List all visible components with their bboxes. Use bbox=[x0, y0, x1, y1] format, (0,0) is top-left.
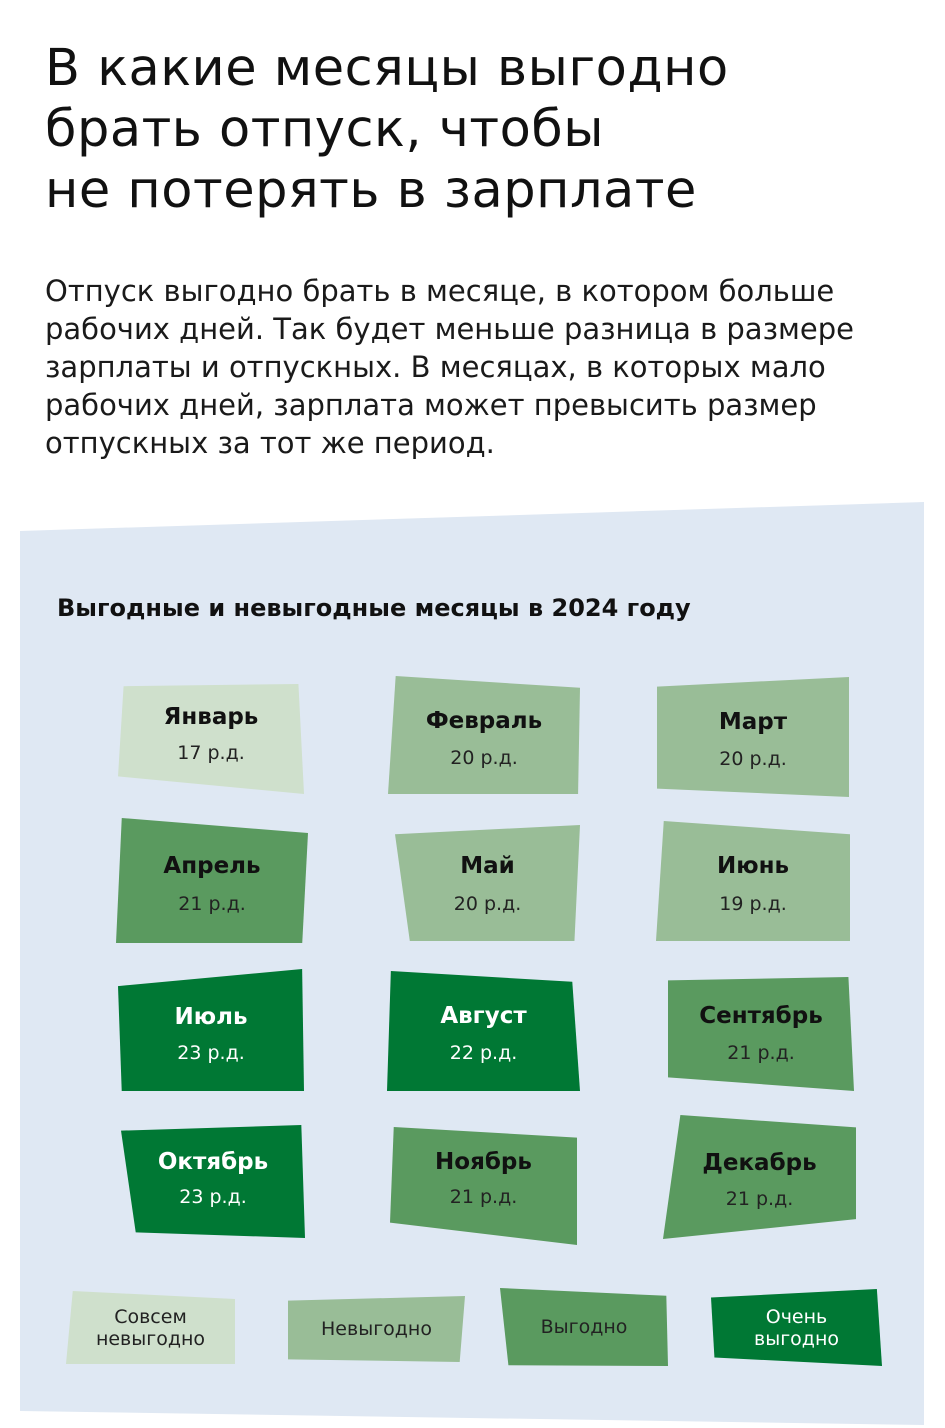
month-card bbox=[663, 1115, 856, 1239]
month-working-days: 19 р.д. bbox=[719, 893, 787, 915]
month-card bbox=[387, 971, 580, 1091]
month-card bbox=[121, 1125, 305, 1238]
month-name: Апрель bbox=[163, 853, 261, 879]
page-title-line: В какие месяцы выгодно bbox=[45, 39, 729, 98]
month-name: Ноябрь bbox=[435, 1149, 532, 1175]
month-card-background bbox=[395, 825, 580, 941]
legend-item bbox=[66, 1291, 235, 1364]
month-card-background bbox=[121, 1125, 305, 1238]
page-title-line: брать отпуск, чтобы bbox=[45, 100, 605, 159]
month-card bbox=[395, 825, 580, 941]
month-card-background bbox=[118, 684, 304, 794]
month-name: Май bbox=[460, 853, 515, 879]
month-card bbox=[118, 969, 304, 1091]
month-working-days: 21 р.д. bbox=[178, 893, 246, 915]
month-card-background bbox=[387, 971, 580, 1091]
month-working-days: 20 р.д. bbox=[450, 747, 518, 769]
legend-label: Выгодно bbox=[540, 1316, 628, 1338]
month-card-background bbox=[668, 977, 854, 1091]
legend-label: Совсем невыгодно bbox=[95, 1305, 206, 1350]
month-card bbox=[656, 821, 850, 941]
intro-line: Отпуск выгодно брать в месяце, в котором больше bbox=[45, 274, 835, 308]
legend-label: Невыгодно bbox=[321, 1318, 432, 1340]
month-working-days: 21 р.д. bbox=[449, 1186, 518, 1208]
intro-line: зарплаты и отпускных. В месяцах, в которых мало bbox=[45, 350, 826, 384]
month-name: Январь bbox=[163, 704, 259, 730]
month-name: Сентябрь bbox=[699, 1003, 823, 1029]
month-working-days: 23 р.д. bbox=[179, 1186, 247, 1208]
month-name: Июль bbox=[174, 1004, 248, 1030]
month-card bbox=[657, 677, 849, 797]
intro-paragraph bbox=[45, 272, 925, 462]
page-title-line: не потерять в зарплате bbox=[45, 161, 697, 220]
month-working-days: 20 р.д. bbox=[453, 893, 522, 915]
page-title bbox=[45, 38, 905, 221]
month-card-background bbox=[657, 677, 849, 797]
month-card bbox=[388, 676, 580, 794]
intro-line: рабочих дней. Так будет меньше разница в размере bbox=[45, 312, 854, 346]
month-working-days: 23 р.д. bbox=[177, 1042, 245, 1064]
chart-title: Выгодные и невыгодные месяцы в 2024 году bbox=[57, 594, 691, 622]
month-name: Февраль bbox=[425, 708, 543, 734]
month-card bbox=[390, 1127, 577, 1245]
month-name: Декабрь bbox=[702, 1150, 817, 1176]
month-working-days: 21 р.д. bbox=[727, 1042, 795, 1064]
month-name: Август bbox=[440, 1003, 527, 1029]
legend-item bbox=[500, 1288, 668, 1366]
legend-label: Очень выгодно bbox=[754, 1305, 839, 1350]
month-working-days: 20 р.д. bbox=[719, 748, 787, 770]
month-working-days: 17 р.д. bbox=[177, 742, 245, 764]
legend-item bbox=[711, 1289, 882, 1366]
month-name: Июнь bbox=[716, 853, 790, 879]
intro-line: рабочих дней, зарплата может превысить размер bbox=[45, 388, 817, 422]
month-card bbox=[668, 977, 854, 1091]
month-card bbox=[118, 684, 304, 794]
month-working-days: 21 р.д. bbox=[725, 1188, 794, 1210]
month-name: Март bbox=[718, 709, 788, 735]
month-card-background bbox=[656, 821, 850, 941]
month-working-days: 22 р.д. bbox=[449, 1042, 518, 1064]
legend-item bbox=[288, 1296, 465, 1362]
intro-line: отпускных за тот же период. bbox=[45, 426, 495, 460]
month-name: Октябрь bbox=[157, 1149, 269, 1175]
month-card bbox=[116, 818, 308, 943]
